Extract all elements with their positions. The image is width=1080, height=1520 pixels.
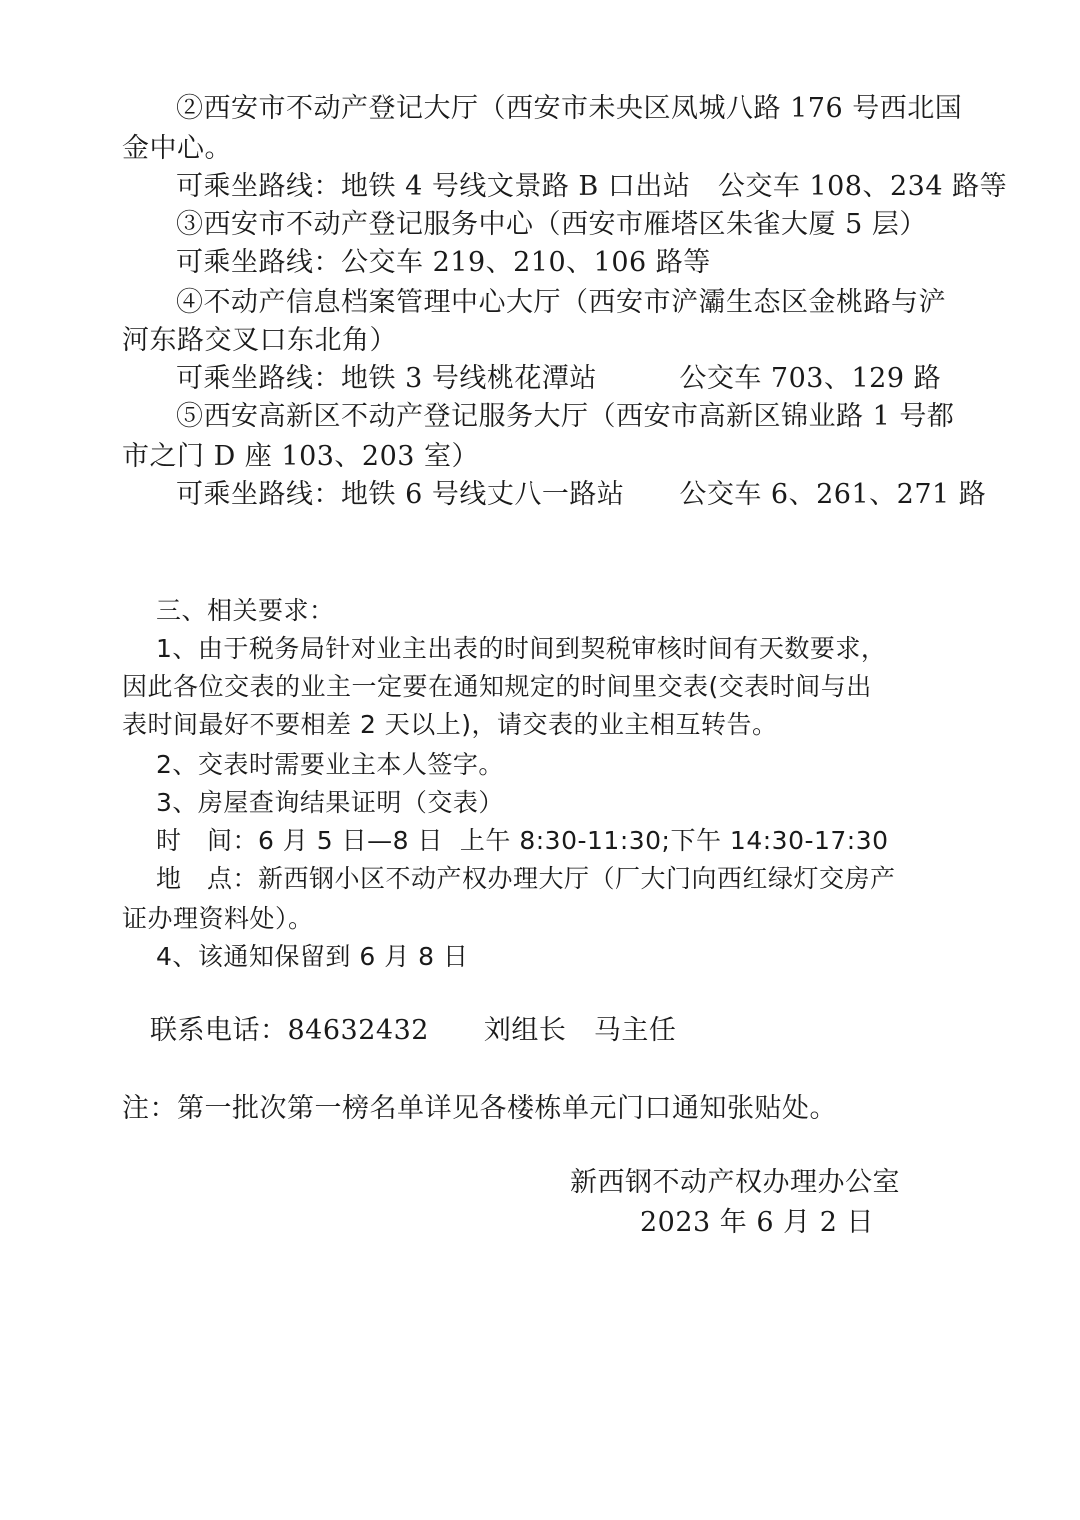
requirement-time: 时 间：6 月 5 日—8 日 上午 8:30-11:30;下午 14:30-17:30 <box>156 826 889 855</box>
requirement-1-line-1: 1、由于税务局针对业主出表的时间到契税审核时间有天数要求， <box>156 634 887 663</box>
location-5-route: 可乘坐路线：地铁 6 号线丈八一路站 公交车 6、261、271 路 <box>176 479 987 510</box>
requirement-place-line-2: 证办理资料处）。 <box>122 904 314 933</box>
contact-line: 联系电话：84632432 刘组长 马主任 <box>150 1015 677 1046</box>
issue-date: 2023 年 6 月 2 日 <box>640 1207 874 1238</box>
requirement-place-line-1: 地 点：新西钢小区不动产权办理大厅（厂大门向西红绿灯交房产 <box>156 864 896 893</box>
location-5-line-2: 市之门 D 座 103、203 室） <box>122 441 480 472</box>
location-2-line-1: ②西安市不动产登记大厅（西安市未央区凤城八路 176 号西北国 <box>176 93 963 124</box>
requirement-2: 2、交表时需要业主本人签字。 <box>156 750 504 779</box>
location-4-route: 可乘坐路线：地铁 3 号线桃花潭站 公交车 703、129 路 <box>176 363 942 394</box>
location-5-line-1: ⑤西安高新区不动产登记服务大厅（西安市高新区锦业路 1 号都 <box>176 401 955 432</box>
location-2-route: 可乘坐路线：地铁 4 号线文景路 B 口出站 公交车 108、234 路等 <box>176 171 1008 202</box>
requirements-heading: 三、相关要求： <box>156 596 335 625</box>
requirement-1-line-2: 因此各位交表的业主一定要在通知规定的时间里交表(交表时间与出 <box>122 672 872 701</box>
location-3-route: 可乘坐路线：公交车 219、210、106 路等 <box>176 247 711 278</box>
location-4-line-1: ④不动产信息档案管理中心大厅（西安市浐灞生态区金桃路与浐 <box>176 287 946 318</box>
issuing-office: 新西钢不动产权办理办公室 <box>570 1167 900 1198</box>
requirement-1-line-3: 表时间最好不要相差 2 天以上)，请交表的业主相互转告。 <box>122 710 778 739</box>
location-2-line-2: 金中心。 <box>122 133 232 164</box>
requirement-4: 4、该通知保留到 6 月 8 日 <box>156 942 469 971</box>
requirement-3: 3、房屋查询结果证明（交表） <box>156 788 504 817</box>
location-4-line-2: 河东路交叉口东北角） <box>122 325 397 356</box>
note-line: 注：第一批次第一榜名单详见各楼栋单元门口通知张贴处。 <box>122 1093 837 1124</box>
location-3-line-1: ③西安市不动产登记服务中心（西安市雁塔区朱雀大厦 5 层） <box>176 209 927 240</box>
